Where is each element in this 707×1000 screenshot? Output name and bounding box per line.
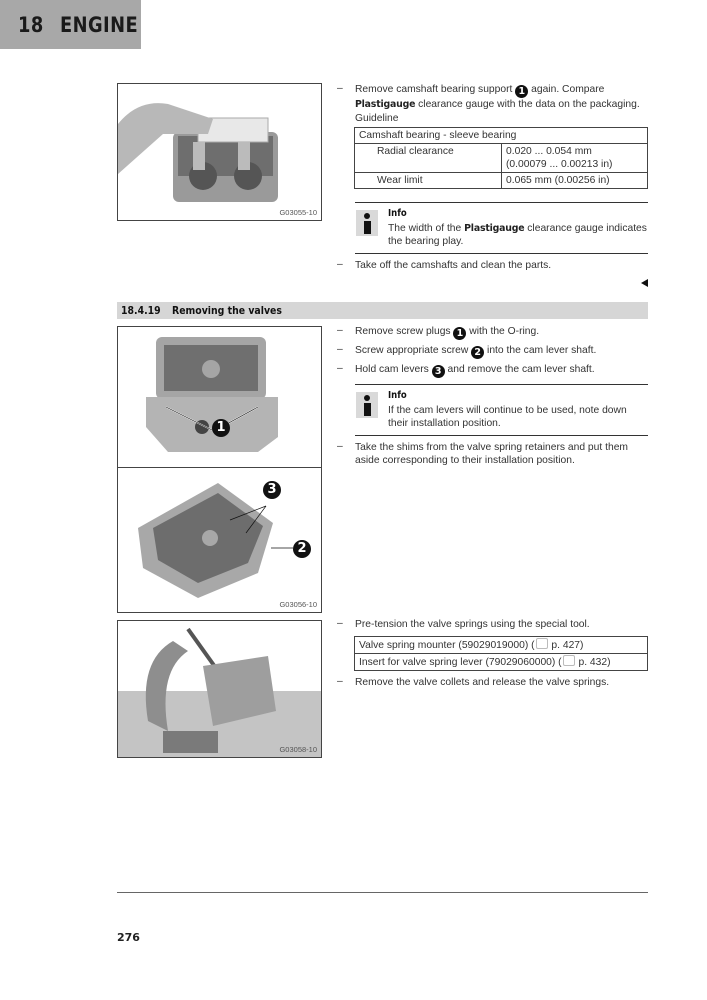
figure-plastigauge: [117, 83, 322, 221]
info-title: Info: [388, 390, 407, 401]
page-ref-link[interactable]: p. 432): [575, 657, 611, 668]
chapter-number: 18: [18, 12, 44, 37]
spec-table-title: Camshaft bearing - sleeve bearing: [355, 128, 648, 144]
page-ref-link[interactable]: p. 427): [548, 640, 584, 651]
bullet-dash: –: [337, 83, 343, 94]
bullet-dash: –: [337, 325, 343, 336]
page-ref-icon[interactable]: [536, 638, 548, 649]
table-row: Radial clearance 0.020 ... 0.054 mm (0.00079 ... 0.00213 in): [355, 144, 648, 173]
callout-badge-1: 1: [453, 327, 466, 340]
bullet-dash: –: [337, 344, 343, 355]
info-icon: [356, 392, 378, 418]
figure-cylinder-head-angled: [117, 467, 322, 613]
bullet-dash: –: [337, 676, 343, 687]
bullet-dash: –: [337, 618, 343, 629]
section-number: 18.4.19: [121, 304, 161, 317]
step-pretension-springs: Pre-tension the valve springs using the special tool.: [355, 619, 590, 630]
bullet-dash: –: [337, 259, 343, 270]
chapter-title: ENGINE: [60, 12, 139, 37]
chapter-tab: [0, 0, 141, 49]
figure-caption: G03056-10: [279, 600, 317, 609]
step-remove-screw-plugs: Remove screw plugs 1 with the O-ring.: [355, 326, 540, 339]
callout-badge-2: 2: [471, 346, 484, 359]
table-row: Wear limit 0.065 mm (0.00256 in): [355, 173, 648, 189]
info-divider-bottom: [355, 253, 648, 254]
cylinder-head-plastigauge-illustration: [118, 84, 321, 220]
step-hold-cam-levers: Hold cam levers 3 and remove the cam lever shaft.: [355, 364, 595, 377]
callout-badge-1: 1: [212, 419, 230, 437]
step-remove-valve-collets: Remove the valve collets and release the valve springs.: [355, 677, 610, 688]
section-title: Removing the valves: [172, 304, 282, 317]
figure-cylinder-head-top: [117, 326, 322, 469]
camshaft-spec-table: [354, 127, 648, 189]
info-divider-bottom: [355, 435, 648, 436]
callout-badge-1: 1: [515, 85, 528, 98]
info-text: If the cam levers will continue to be used, note down their installation position.: [388, 405, 627, 429]
bullet-dash: –: [337, 441, 343, 452]
table-row: Insert for valve spring lever (79029060000) ( p. 432): [355, 654, 648, 671]
special-tools-table: [354, 636, 648, 671]
callout-badge-2: 2: [293, 540, 311, 558]
step-remove-bearing-support: Remove camshaft bearing support 1 again. Compare Plastigauge clearance gauge with the data on the packaging.: [355, 84, 640, 110]
step-take-off-camshafts: Take off the camshafts and clean the parts.: [355, 260, 552, 271]
section-heading: [117, 302, 648, 319]
info-divider-top: [355, 384, 648, 385]
figure-valve-spring-mounter: [117, 620, 322, 758]
info-text: The width of the Plastigauge clearance gauge indicates the bearing play.: [388, 223, 647, 247]
info-title: Info: [388, 208, 407, 219]
cylinder-head-angled-illustration: [118, 468, 321, 612]
info-icon: [356, 210, 378, 236]
valve-spring-mounter-illustration: [118, 621, 321, 757]
page-number: 276: [117, 931, 140, 944]
bullet-dash: –: [337, 363, 343, 374]
info-divider-top: [355, 202, 648, 203]
figure-caption: G03055-10: [279, 208, 317, 217]
callout-badge-3: 3: [432, 365, 445, 378]
table-row: Valve spring mounter (59029019000) ( p. 427): [355, 637, 648, 654]
callout-badge-3: 3: [263, 481, 281, 499]
end-of-section-mark: [641, 279, 648, 287]
figure-caption: G03058-10: [279, 745, 317, 754]
guideline-label: Guideline: [355, 113, 399, 124]
footer-rule: [117, 892, 648, 893]
step-take-shims: Take the shims from the valve spring retainers and put them aside corresponding to their installation position.: [355, 442, 628, 466]
page-ref-icon[interactable]: [563, 655, 575, 666]
step-screw-appropriate-screw: Screw appropriate screw 2 into the cam lever shaft.: [355, 345, 597, 358]
cylinder-head-illustration: [118, 327, 321, 468]
